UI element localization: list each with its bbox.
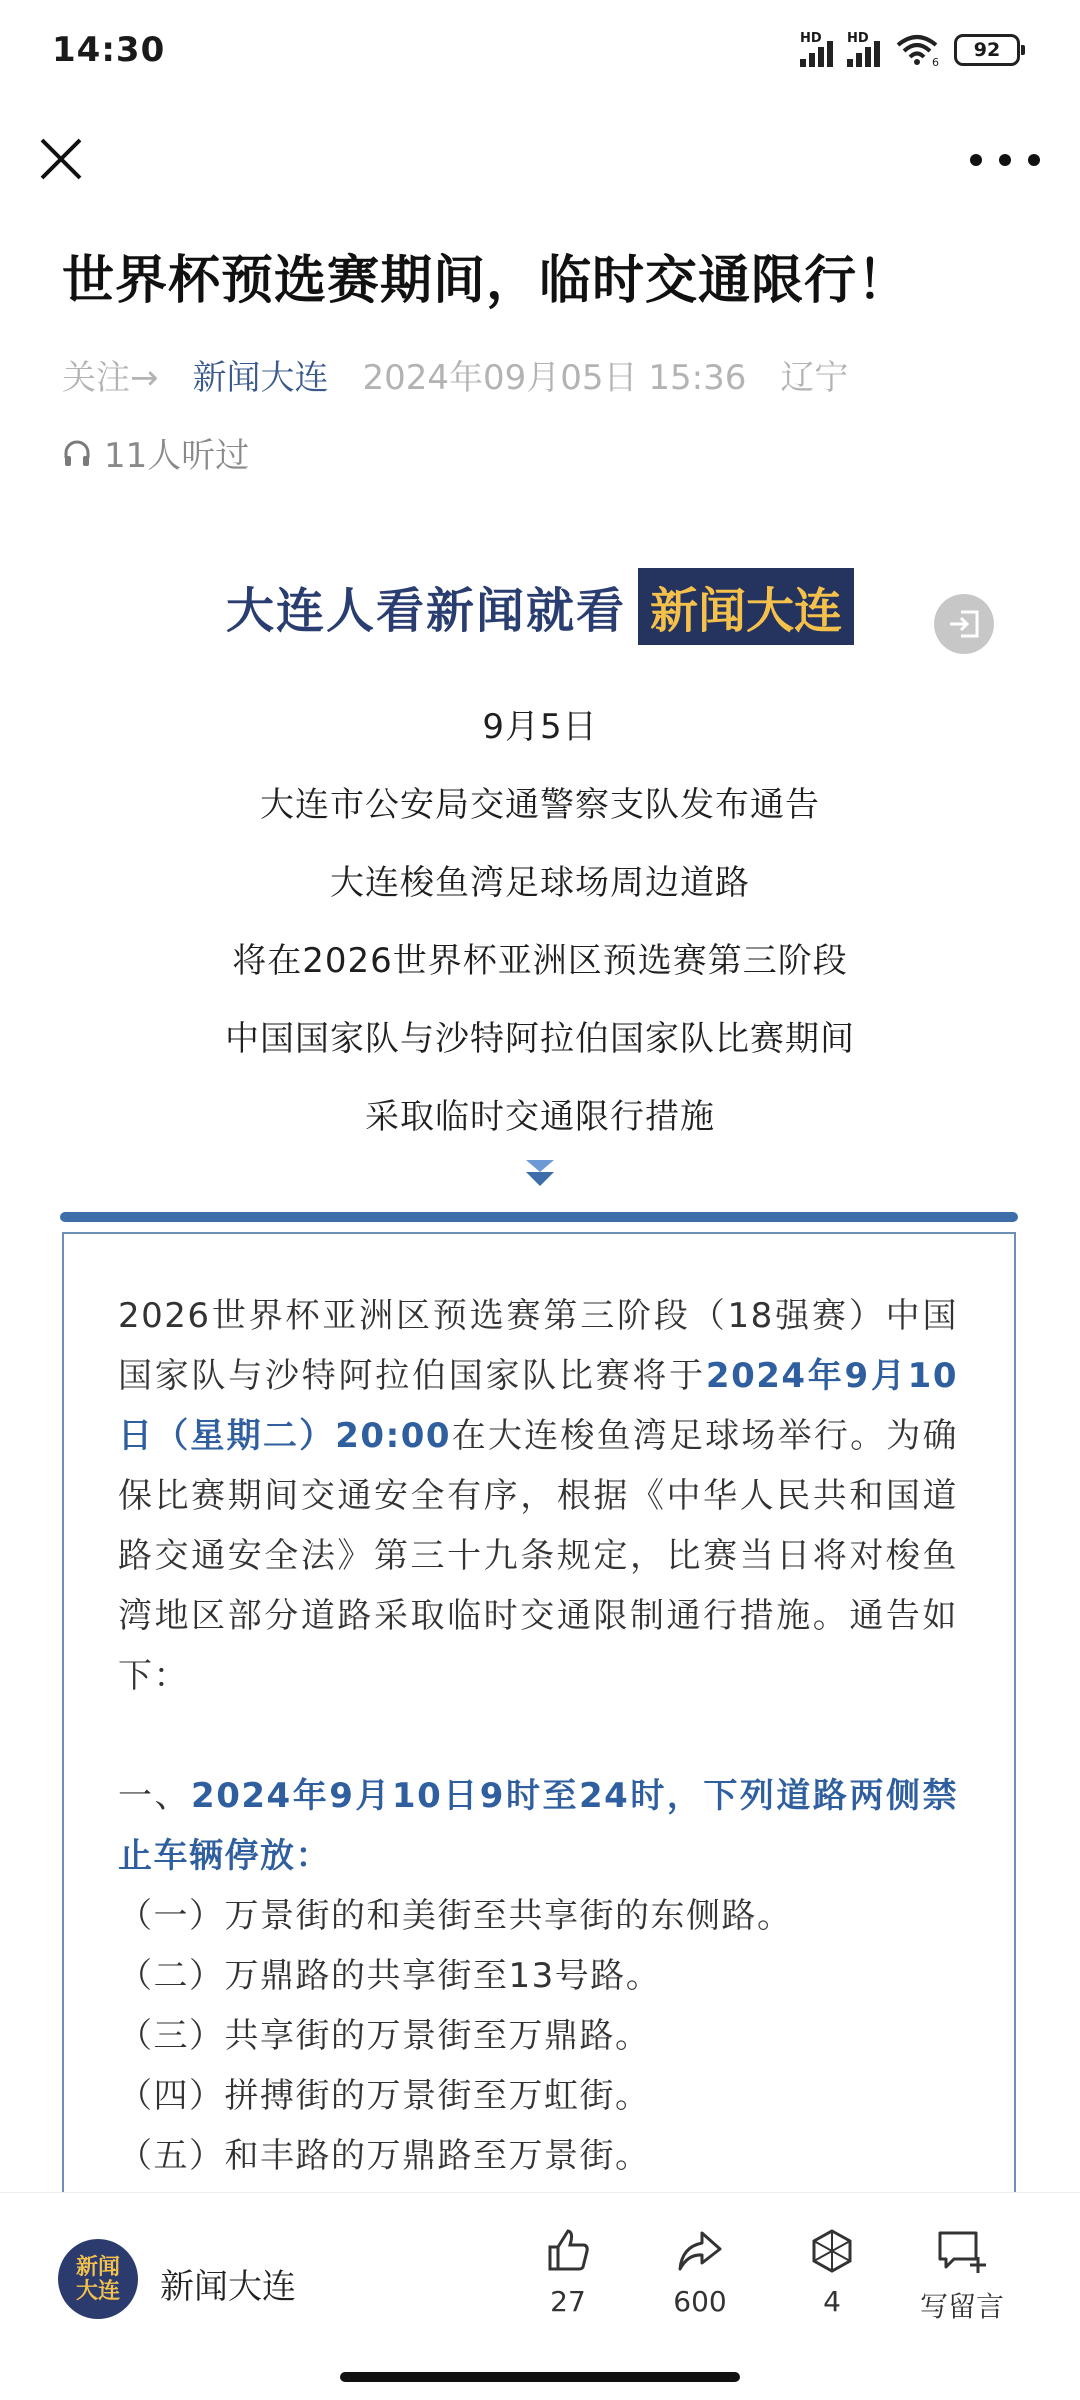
bottom-bar	[0, 2192, 1080, 2400]
list-item: （五）和丰路的万鼎路至万景街。	[118, 2136, 651, 2176]
signal-icon: HD	[800, 33, 833, 67]
intro-line: 将在2026世界杯亚洲区预选赛第三阶段	[232, 941, 848, 981]
article-title: 世界杯预选赛期间，临时交通限行！	[62, 251, 911, 311]
region-label: 辽宁	[780, 358, 849, 398]
home-indicator[interactable]	[340, 2372, 740, 2382]
comment-button[interactable]: 写留言	[902, 2227, 1022, 2325]
account-name[interactable]: 新闻大连	[160, 2267, 296, 2307]
chevron-down-icon	[522, 1158, 558, 1190]
notice-section-title: 一、2024年9月10日9时至24时，下列道路两侧禁止车辆停放：	[118, 1776, 958, 1876]
status-bar	[0, 0, 1080, 100]
slogan-text: 大连人看新闻就看	[225, 583, 626, 639]
share-icon	[676, 2227, 724, 2275]
list-item: （二）万鼎路的共享街至13号路。	[118, 1956, 662, 1996]
status-time: 14:30	[52, 30, 166, 70]
comment-icon	[936, 2227, 988, 2275]
list-item: （一）万景街的和美街至共享街的东侧路。	[118, 1896, 793, 1936]
slogan-banner	[0, 568, 1080, 645]
intro-line: 大连市公安局交通警察支队发布通告	[260, 785, 820, 825]
like-button[interactable]: 27	[508, 2227, 628, 2318]
signal-icon-2: HD	[847, 33, 880, 67]
list-item: （三）共享街的万景街至万鼎路。	[118, 2016, 651, 2056]
notice-paragraph: 2026世界杯亚洲区预选赛第三阶段（18强赛）中国国家队与沙特阿拉伯国家队比赛将于2024年9月10日（星期二）20:00在大连梭鱼湾足球场举行。为确保比赛期间交通安全有序，根据《中华人民共和国道路交通安全法》第三十九条规定，比赛当日将对梭鱼湾地区部分道路采取临时交通限制通行措施。通告如下：	[118, 1296, 959, 1696]
listened-count[interactable]: 11人听过	[62, 428, 249, 477]
slogan-badge: 新闻大连	[638, 568, 854, 645]
intro-line: 9月5日	[482, 707, 598, 747]
intro-line: 中国国家队与沙特阿拉伯国家队比赛期间	[225, 1019, 855, 1059]
dot-icon	[999, 154, 1011, 166]
share-button[interactable]: 600	[640, 2227, 760, 2318]
svg-text:6: 6	[932, 56, 939, 67]
collect-button[interactable]: 4	[772, 2227, 892, 2318]
top-nav	[0, 110, 1080, 210]
more-options-button[interactable]	[970, 146, 1040, 174]
avatar[interactable]: 新闻大连	[58, 2239, 138, 2319]
article-meta	[62, 350, 848, 399]
intro-text	[0, 688, 1080, 1156]
wifi-icon	[894, 33, 940, 67]
source-link[interactable]: 新闻大连	[192, 358, 329, 398]
thumbs-up-icon	[544, 2227, 592, 2275]
diamond-icon	[808, 2227, 856, 2275]
publish-datetime: 2024年09月05日 15:36	[362, 358, 747, 398]
headphones-icon	[62, 438, 92, 468]
intro-line: 大连梭鱼湾足球场周边道路	[330, 863, 750, 903]
exit-reading-button[interactable]	[934, 594, 994, 654]
notice-divider	[60, 1212, 1018, 1222]
dot-icon	[1028, 154, 1040, 166]
close-icon[interactable]	[36, 134, 86, 184]
battery-icon: 92	[954, 34, 1020, 66]
notice-box	[62, 1232, 1016, 2232]
dot-icon	[970, 154, 982, 166]
status-icons	[800, 33, 1020, 67]
intro-line: 采取临时交通限行措施	[365, 1097, 715, 1137]
exit-icon	[947, 609, 981, 639]
list-item: （四）拼搏街的万景街至万虹街。	[118, 2076, 651, 2116]
follow-link[interactable]: 关注→	[62, 358, 159, 398]
